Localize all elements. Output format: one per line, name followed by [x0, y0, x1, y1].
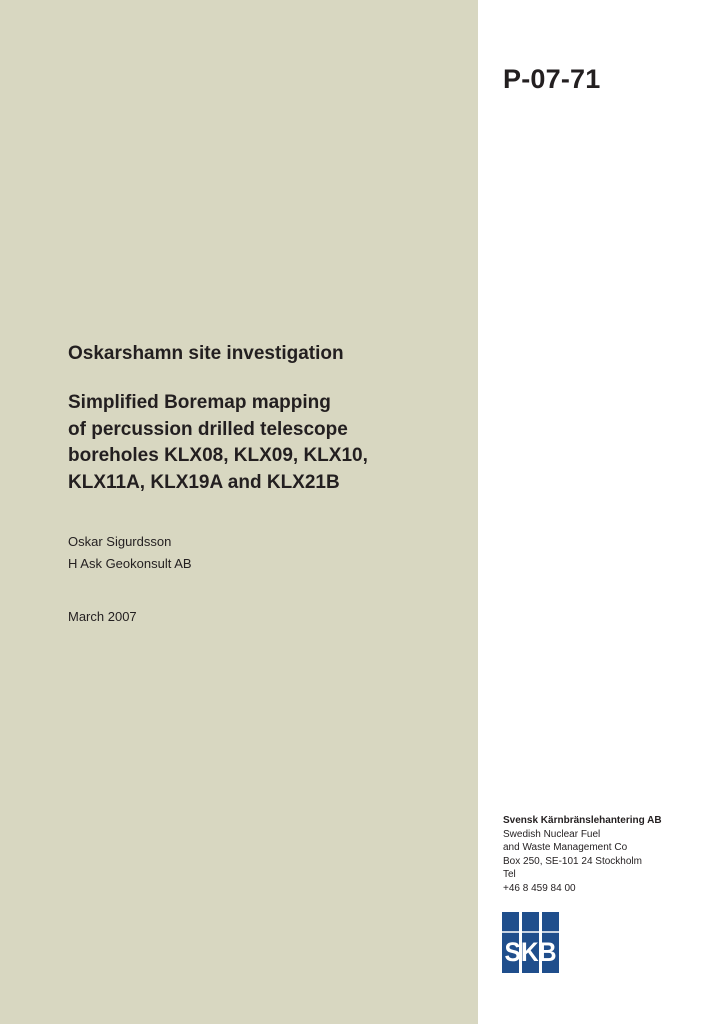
phone-number: +46 8 459 84 00	[503, 882, 576, 894]
publisher-name: Svensk Kärnbränslehantering AB	[503, 815, 662, 826]
publisher-block	[503, 814, 662, 895]
title-line: boreholes KLX08, KLX09, KLX10,	[68, 445, 368, 466]
publisher-phone	[503, 868, 662, 895]
author-block	[68, 531, 192, 575]
report-number: P-07-71	[503, 64, 601, 94]
logo-text: SKB	[504, 937, 557, 967]
phone-label: Tel	[503, 869, 516, 880]
title-line: Simplified Boremap mapping	[68, 392, 331, 413]
publisher-line: Swedish Nuclear Fuel	[503, 828, 601, 840]
publication-date: March 2007	[68, 609, 137, 624]
series-title: Oskarshamn site investigation	[68, 343, 344, 364]
document-title	[68, 390, 468, 496]
author-company: H Ask Geokonsult AB	[68, 556, 192, 571]
publisher-line: and Waste Management Co	[503, 842, 628, 853]
author-name: Oskar Sigurdsson	[68, 534, 172, 549]
publisher-address: Box 250, SE-101 24 Stockholm	[503, 855, 642, 867]
skb-logo-icon	[502, 912, 559, 973]
title-line: of percussion drilled telescope	[68, 418, 348, 440]
title-line: KLX11A, KLX19A and KLX21B	[68, 471, 340, 493]
